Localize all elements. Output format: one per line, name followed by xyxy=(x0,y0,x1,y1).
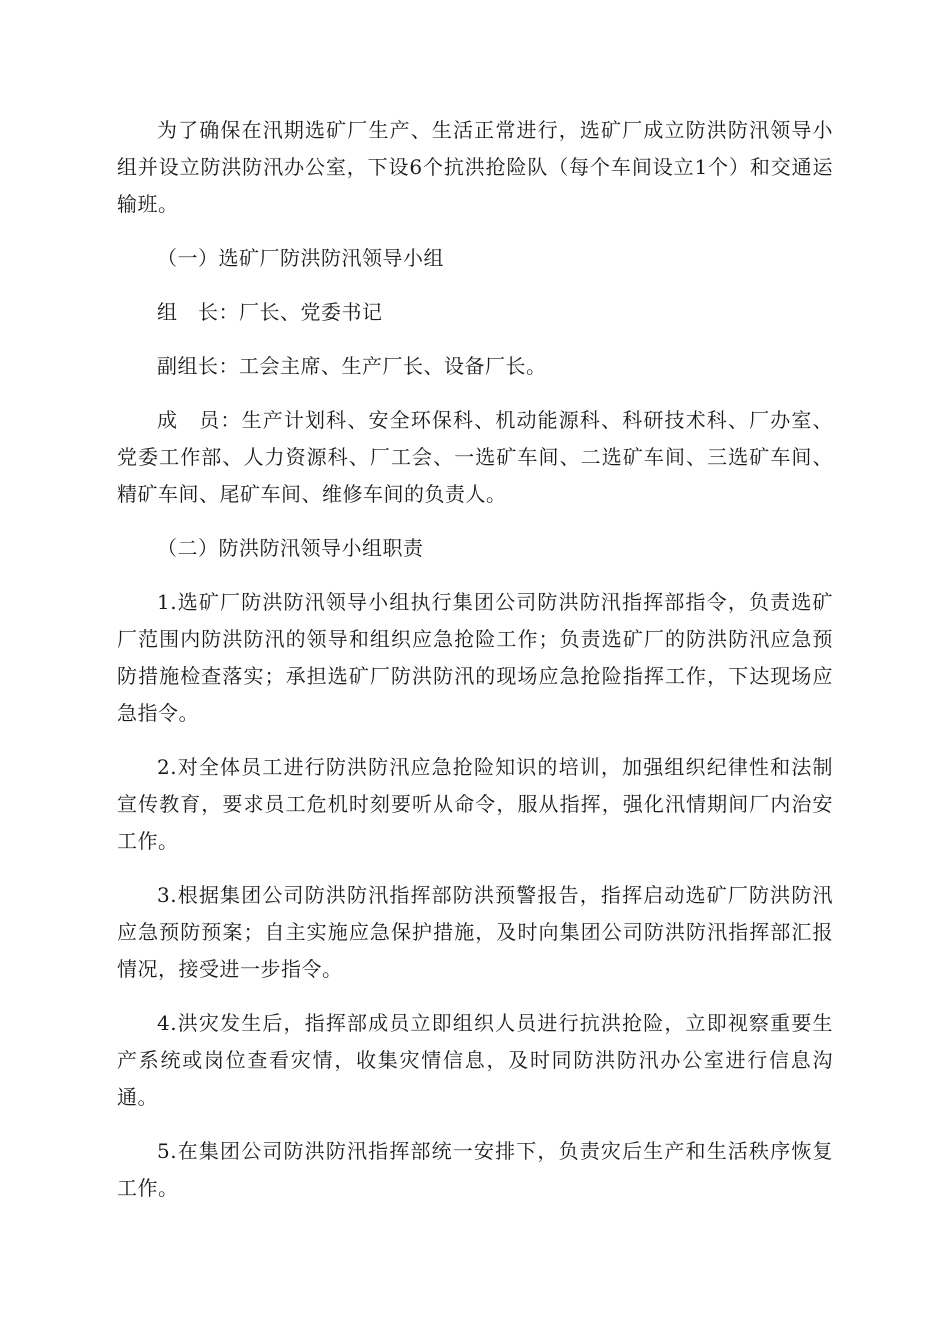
leader-label: 组 长： xyxy=(157,300,239,324)
leader-line xyxy=(117,294,833,331)
duty-item-4: 4.洪灾发生后，指挥部成员立即组织人员进行抗洪抢险，立即视察重要生产系统或岗位查看灾情，收集灾情信息，及时同防洪防汛办公室进行信息沟通。 xyxy=(117,1011,833,1109)
section-heading-duties: （二）防洪防汛领导小组职责 xyxy=(157,536,424,560)
duty-item-1: 1.选矿厂防洪防汛领导小组执行集团公司防洪防汛指挥部指令，负责选矿厂范围内防洪防汛的领导和组织应急抢险工作；负责选矿厂的防洪防汛应急预防措施检查落实；承担选矿厂防洪防汛的现场应急抢险指挥工作，下达现场应急指令。 xyxy=(117,590,833,725)
deputy-value: 工会主席、生产厂长、设备厂长。 xyxy=(239,354,547,378)
duty-item-5: 5.在集团公司防洪防汛指挥部统一安排下，负责灾后生产和生活秩序恢复工作。 xyxy=(117,1139,833,1200)
intro-paragraph: 为了确保在汛期选矿厂生产、生活正常进行，选矿厂成立防洪防汛领导小组并设立防洪防汛办公室，下设6个抗洪抢险队（每个车间设立1个）和交通运输班。 xyxy=(117,118,833,216)
duty-item-2: 2.对全体员工进行防洪防汛应急抢险知识的培训，加强组织纪律性和法制宣传教育，要求员工危机时刻要听从命令，服从指挥，强化汛情期间厂内治安工作。 xyxy=(117,755,833,853)
section-heading-leadership-group: （一）选矿厂防洪防汛领导小组 xyxy=(157,246,444,270)
leader-value: 厂长、党委书记 xyxy=(239,300,383,324)
members-label: 成 员： xyxy=(157,408,242,432)
deputy-leader-line xyxy=(117,348,833,385)
document-body xyxy=(117,112,833,1224)
members-line xyxy=(117,402,833,513)
members-value: 生产计划科、安全环保科、机动能源科、科研技术科、厂办室、党委工作部、人力资源科、厂工会、一选矿车间、二选矿车间、三选矿车间、精矿车间、尾矿车间、维修车间的负责人。 xyxy=(117,408,834,506)
deputy-label: 副组长： xyxy=(157,354,239,378)
duty-item-3: 3.根据集团公司防洪防汛指挥部防洪预警报告，指挥启动选矿厂防洪防汛应急预防预案；自主实施应急保护措施，及时向集团公司防洪防汛指挥部汇报情况，接受进一步指令。 xyxy=(117,883,833,981)
